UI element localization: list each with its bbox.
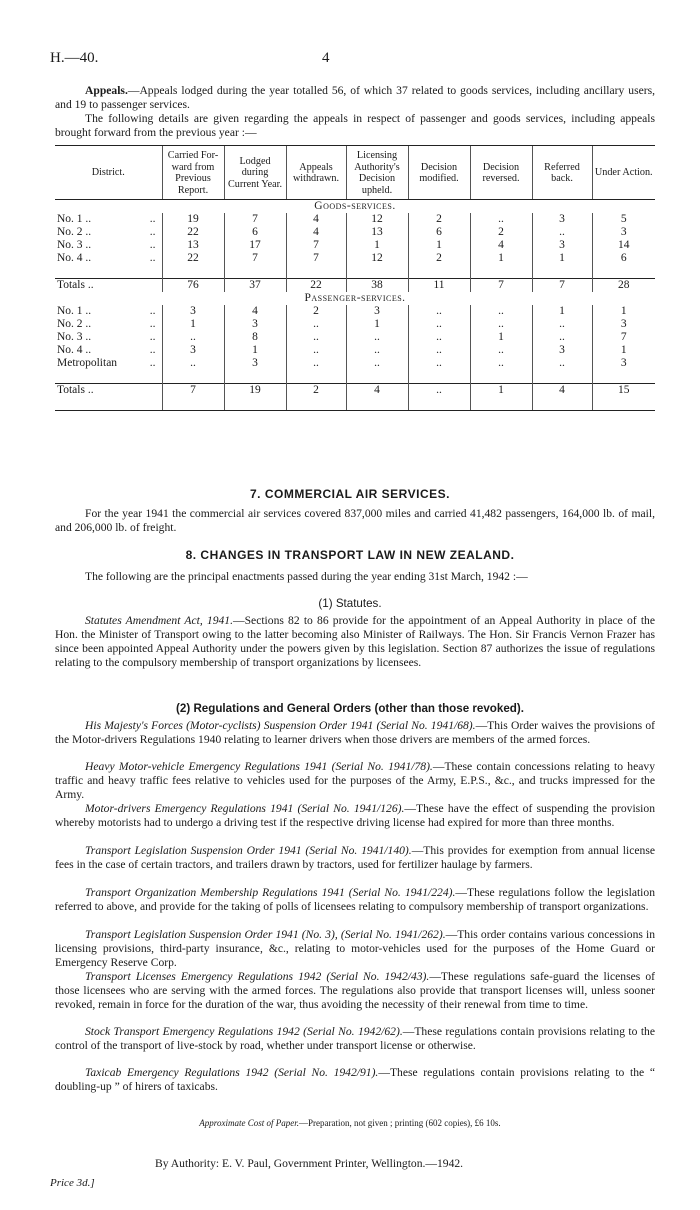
appeals-text: —Appeals lodged during the year totalled 56, of which 37 related to goods services, including ancillary users, and 19 to passenger services. <box>55 84 655 111</box>
table-cell: 1 <box>592 305 655 318</box>
table-cell: 4 <box>286 226 346 239</box>
leader-dots: .. <box>149 357 156 369</box>
table-cell: 13 <box>346 226 408 239</box>
regulation-text: —These contain concessions relating to heavy traffic and heavy traffic fees relative to vehicles used for the purposes of the Army, E.P.S., &c., and trucks impressed for the Army. <box>55 760 655 801</box>
table-row <box>55 213 655 226</box>
table-cell: 4 <box>470 239 532 252</box>
column-header: Appeals withdrawn. <box>286 146 346 200</box>
total-cell: 1 <box>470 384 532 398</box>
cost-text: —Preparation, not given ; printing (602 copies), £6 10s. <box>298 1118 501 1128</box>
regulation-title: Stock Transport Emergency Regulations 1942 (Serial No. 1942/62). <box>85 1025 403 1038</box>
table-row <box>55 344 655 357</box>
totals-row <box>55 384 655 398</box>
regulation-text: —This Order waives the provisions of the Motor-drivers Regulations 1940 relating to learner drivers when those drivers are members of the armed forces. <box>55 719 656 746</box>
leader-dots: .. <box>149 226 156 238</box>
table-row <box>55 331 655 344</box>
total-cell: 7 <box>470 279 532 293</box>
table-cell: .. <box>470 344 532 357</box>
total-cell: 28 <box>592 279 655 293</box>
total-cell: 37 <box>224 279 286 293</box>
total-cell: 2 <box>286 384 346 398</box>
regulation-title: Transport Legislation Suspension Order 1941 (Serial No. 1941/140). <box>85 844 412 857</box>
district-name: No. 4 .. <box>57 252 92 264</box>
table-cell: 3 <box>532 213 592 226</box>
total-cell: 7 <box>532 279 592 293</box>
table-cell: .. <box>162 357 224 370</box>
district-cell <box>55 331 162 344</box>
column-header: Licensing Authority's Decision upheld. <box>346 146 408 200</box>
table-cell: 7 <box>224 252 286 265</box>
table-cell: .. <box>470 213 532 226</box>
district-name: No. 3 .. <box>57 239 92 251</box>
statutes-paragraph <box>55 614 655 670</box>
column-header: Referred back. <box>532 146 592 200</box>
table-cell: 3 <box>162 305 224 318</box>
table-cell: .. <box>532 318 592 331</box>
table-cell: .. <box>162 331 224 344</box>
price: Price 3d.] <box>50 1177 95 1189</box>
table-cell: .. <box>286 344 346 357</box>
leader-dots: .. <box>149 305 156 317</box>
table-cell: 6 <box>224 226 286 239</box>
regulation-text: —This provides for exemption from annual license fees in the case of certain tractors, and trailers drawn by tractors, used for fertilizer haulage by farmers. <box>55 844 655 871</box>
table-cell: .. <box>532 331 592 344</box>
statutes-text: —Sections 82 to 86 provide for the appointment of an Appeal Authority in place of the Hon. the Minister of Transport owing to the latter becoming also Minister of Railways. The Hon. Sir Francis Vernon Frazer has since been appointed Appeal Authority under the powers given by this legislation. Section 87 authorizes the issue of regulations relating to the compulsory membership of transport organizations by licensees. <box>55 614 655 669</box>
regulation-text: —These regulations contain provisions relating to the control of the transport of live-stock by road, whether under transport license or otherwise. <box>55 1025 655 1052</box>
district-name: Metropolitan <box>57 357 118 369</box>
table-cell: 2 <box>408 213 470 226</box>
table-cell: 12 <box>346 252 408 265</box>
table-cell: 6 <box>592 252 655 265</box>
regulation-text: —These regulations follow the legislation referred to above, and provide for the taking of polls of licensees relating to compulsory membership of transport organizations. <box>55 886 655 913</box>
regulation-item <box>55 844 655 872</box>
district-cell <box>55 213 162 226</box>
table-cell: .. <box>532 226 592 239</box>
section-8-heading: 8. CHANGES IN TRANSPORT LAW IN NEW ZEALAND. <box>185 548 515 562</box>
table-cell: .. <box>470 357 532 370</box>
table-cell: 1 <box>532 305 592 318</box>
section-7-heading: 7. COMMERCIAL AIR SERVICES. <box>250 487 450 501</box>
table-cell: 1 <box>592 344 655 357</box>
section-title: Passenger-services. <box>304 292 406 304</box>
table-cell: .. <box>346 331 408 344</box>
printer-authority: By Authority: E. V. Paul, Government Printer, Wellington.—1942. <box>155 1157 464 1170</box>
table-cell: .. <box>532 357 592 370</box>
air-services-paragraph: For the year 1941 the commercial air services covered 837,000 miles and carried 41,482 passengers, 164,000 lb. of mail, and 206,000 lb. of freight. <box>55 507 655 534</box>
district-cell <box>55 357 162 370</box>
leader-dots: .. <box>149 239 156 251</box>
appeals-paragraph <box>55 84 655 112</box>
table-cell: 7 <box>224 213 286 226</box>
table-cell: 3 <box>592 226 655 239</box>
section-row <box>55 292 655 305</box>
district-name: No. 2 .. <box>57 318 92 330</box>
table-cell: 3 <box>224 318 286 331</box>
table-cell: 3 <box>532 239 592 252</box>
total-cell: 76 <box>162 279 224 293</box>
district-cell <box>55 252 162 265</box>
table-cell: 1 <box>346 318 408 331</box>
total-cell: 4 <box>346 384 408 398</box>
district-name: No. 1 .. <box>57 213 92 225</box>
table-cell: 3 <box>592 318 655 331</box>
appeals-table <box>55 145 655 411</box>
table-cell: .. <box>286 318 346 331</box>
statutes-subheading: (1) Statutes. <box>318 597 382 610</box>
section-8-intro: The following are the principal enactments passed during the year ending 31st March, 1942 :— <box>85 570 528 583</box>
table-cell: .. <box>286 357 346 370</box>
table-cell: 1 <box>470 252 532 265</box>
table-cell: 1 <box>470 331 532 344</box>
leader-dots: .. <box>149 252 156 264</box>
regulation-item <box>55 802 655 830</box>
report-code: H.—40. <box>50 50 99 66</box>
total-cell: 15 <box>592 384 655 398</box>
table-cell: .. <box>470 318 532 331</box>
regulation-text: —This order contains various concessions in licensing provisions, third-party insurance, &c., relating to motor-vehicles used for the purposes of the Home Guard or Emergency Reserve Corp. <box>55 928 656 969</box>
table-cell: .. <box>346 344 408 357</box>
regulation-title: His Majesty's Forces (Motor-cyclists) Suspension Order 1941 (Serial No. 1941/68). <box>85 719 476 732</box>
regulation-title: Heavy Motor-vehicle Emergency Regulations 1941 (Serial No. 1941/78). <box>85 760 433 773</box>
regulation-text: —These regulations safe-guard the licenses of those licensees who are serving with the armed forces. The regulations also provide that transport licenses will, unless sooner revoked, remain in force for the duration of the war, thus avoiding the necessity of their renewal from time to time. <box>55 970 655 1011</box>
district-name: No. 1 .. <box>57 305 92 317</box>
table-cell: 3 <box>224 357 286 370</box>
table-row <box>55 305 655 318</box>
table-cell: 1 <box>532 252 592 265</box>
table-cell: .. <box>470 305 532 318</box>
table-cell: 7 <box>592 331 655 344</box>
regulation-item <box>55 1066 655 1094</box>
table-cell: 13 <box>162 239 224 252</box>
district-name: No. 4 .. <box>57 344 92 356</box>
table-cell: 19 <box>162 213 224 226</box>
table-row <box>55 252 655 265</box>
table-cell: 3 <box>162 344 224 357</box>
table-cell: .. <box>286 331 346 344</box>
regulation-title: Motor-drivers Emergency Regulations 1941 (Serial No. 1941/126). <box>85 802 405 815</box>
leader-dots: .. <box>149 318 156 330</box>
table-row <box>55 357 655 370</box>
table-cell: .. <box>408 305 470 318</box>
page-number: 4 <box>322 50 330 66</box>
total-cell: 7 <box>162 384 224 398</box>
total-cell: .. <box>408 384 470 398</box>
regulation-item <box>55 886 655 914</box>
table-cell: .. <box>346 357 408 370</box>
district-cell <box>55 226 162 239</box>
regulation-title: Transport Legislation Suspension Order 1941 (No. 3), (Serial No. 1941/262). <box>85 928 446 941</box>
district-name: No. 3 .. <box>57 331 92 343</box>
table-cell: 7 <box>286 239 346 252</box>
table-row <box>55 239 655 252</box>
total-cell: 19 <box>224 384 286 398</box>
regulation-text: —These have the effect of suspending the provision whereby motorists had to undergo a driving test if the respective driving license had expired for more than three months. <box>55 802 655 829</box>
total-cell: 11 <box>408 279 470 293</box>
column-header: District. <box>55 146 162 200</box>
table-cell: 22 <box>162 252 224 265</box>
regulations-subheading: (2) Regulations and General Orders (other than those revoked). <box>176 702 524 715</box>
table-cell: 2 <box>286 305 346 318</box>
table-cell: 1 <box>162 318 224 331</box>
table-cell: 17 <box>224 239 286 252</box>
district-cell <box>55 305 162 318</box>
column-header: Decision modified. <box>408 146 470 200</box>
total-cell: 22 <box>286 279 346 293</box>
table-cell: 1 <box>408 239 470 252</box>
totals-label: Totals .. <box>55 384 162 398</box>
district-cell <box>55 318 162 331</box>
column-header: Under Action. <box>592 146 655 200</box>
district-cell <box>55 239 162 252</box>
regulation-item <box>55 970 655 1012</box>
leader-dots: .. <box>149 344 156 356</box>
table-cell: 14 <box>592 239 655 252</box>
district-name: No. 2 .. <box>57 226 92 238</box>
appeals-details-paragraph: The following details are given regarding the appeals in respect of passenger and goods services, including appeals brought forward from the previous year :— <box>55 112 655 139</box>
table-cell: 7 <box>286 252 346 265</box>
table-cell: 3 <box>532 344 592 357</box>
table-cell: .. <box>408 344 470 357</box>
cost-label: Approximate Cost of Paper. <box>199 1118 299 1128</box>
table-cell: 5 <box>592 213 655 226</box>
appeals-lead: Appeals. <box>85 84 128 97</box>
table-cell: .. <box>408 331 470 344</box>
table-cell: 6 <box>408 226 470 239</box>
table-row <box>55 318 655 331</box>
total-cell: 38 <box>346 279 408 293</box>
table-cell: 1 <box>346 239 408 252</box>
regulation-title: Transport Organization Membership Regulations 1941 (Serial No. 1941/224). <box>85 886 456 899</box>
table-cell: 8 <box>224 331 286 344</box>
table-cell: 22 <box>162 226 224 239</box>
regulation-item <box>55 719 655 747</box>
table-cell: .. <box>408 318 470 331</box>
table-row <box>55 226 655 239</box>
regulation-item <box>55 760 655 802</box>
statutes-title: Statutes Amendment Act, 1941. <box>85 614 233 627</box>
table-cell: 3 <box>592 357 655 370</box>
cost-note <box>0 1118 700 1128</box>
regulation-item <box>55 928 655 970</box>
total-cell: 4 <box>532 384 592 398</box>
regulation-text: —These regulations contain provisions relating to the “ doubling-up ” of hirers of taxicabs. <box>55 1066 655 1093</box>
regulation-item <box>55 1025 655 1053</box>
regulation-title: Transport Licenses Emergency Regulations 1942 (Serial No. 1942/43). <box>85 970 430 983</box>
leader-dots: .. <box>149 213 156 225</box>
leader-dots: .. <box>149 331 156 343</box>
table-cell: 2 <box>408 252 470 265</box>
table-cell: 4 <box>286 213 346 226</box>
column-header: Carried For-ward from Previous Report. <box>162 146 224 200</box>
section-title: Goods-services. <box>314 200 396 212</box>
table-cell: 1 <box>224 344 286 357</box>
table-cell: 2 <box>470 226 532 239</box>
column-header: Lodged during Current Year. <box>224 146 286 200</box>
section-row <box>55 200 655 214</box>
totals-row <box>55 279 655 293</box>
table-cell: 4 <box>224 305 286 318</box>
totals-label: Totals .. <box>55 279 162 293</box>
regulation-title: Taxicab Emergency Regulations 1942 (Serial No. 1942/91). <box>85 1066 379 1079</box>
district-cell <box>55 344 162 357</box>
table-cell: 12 <box>346 213 408 226</box>
column-header: Decision reversed. <box>470 146 532 200</box>
table-cell: .. <box>408 357 470 370</box>
table-cell: 3 <box>346 305 408 318</box>
